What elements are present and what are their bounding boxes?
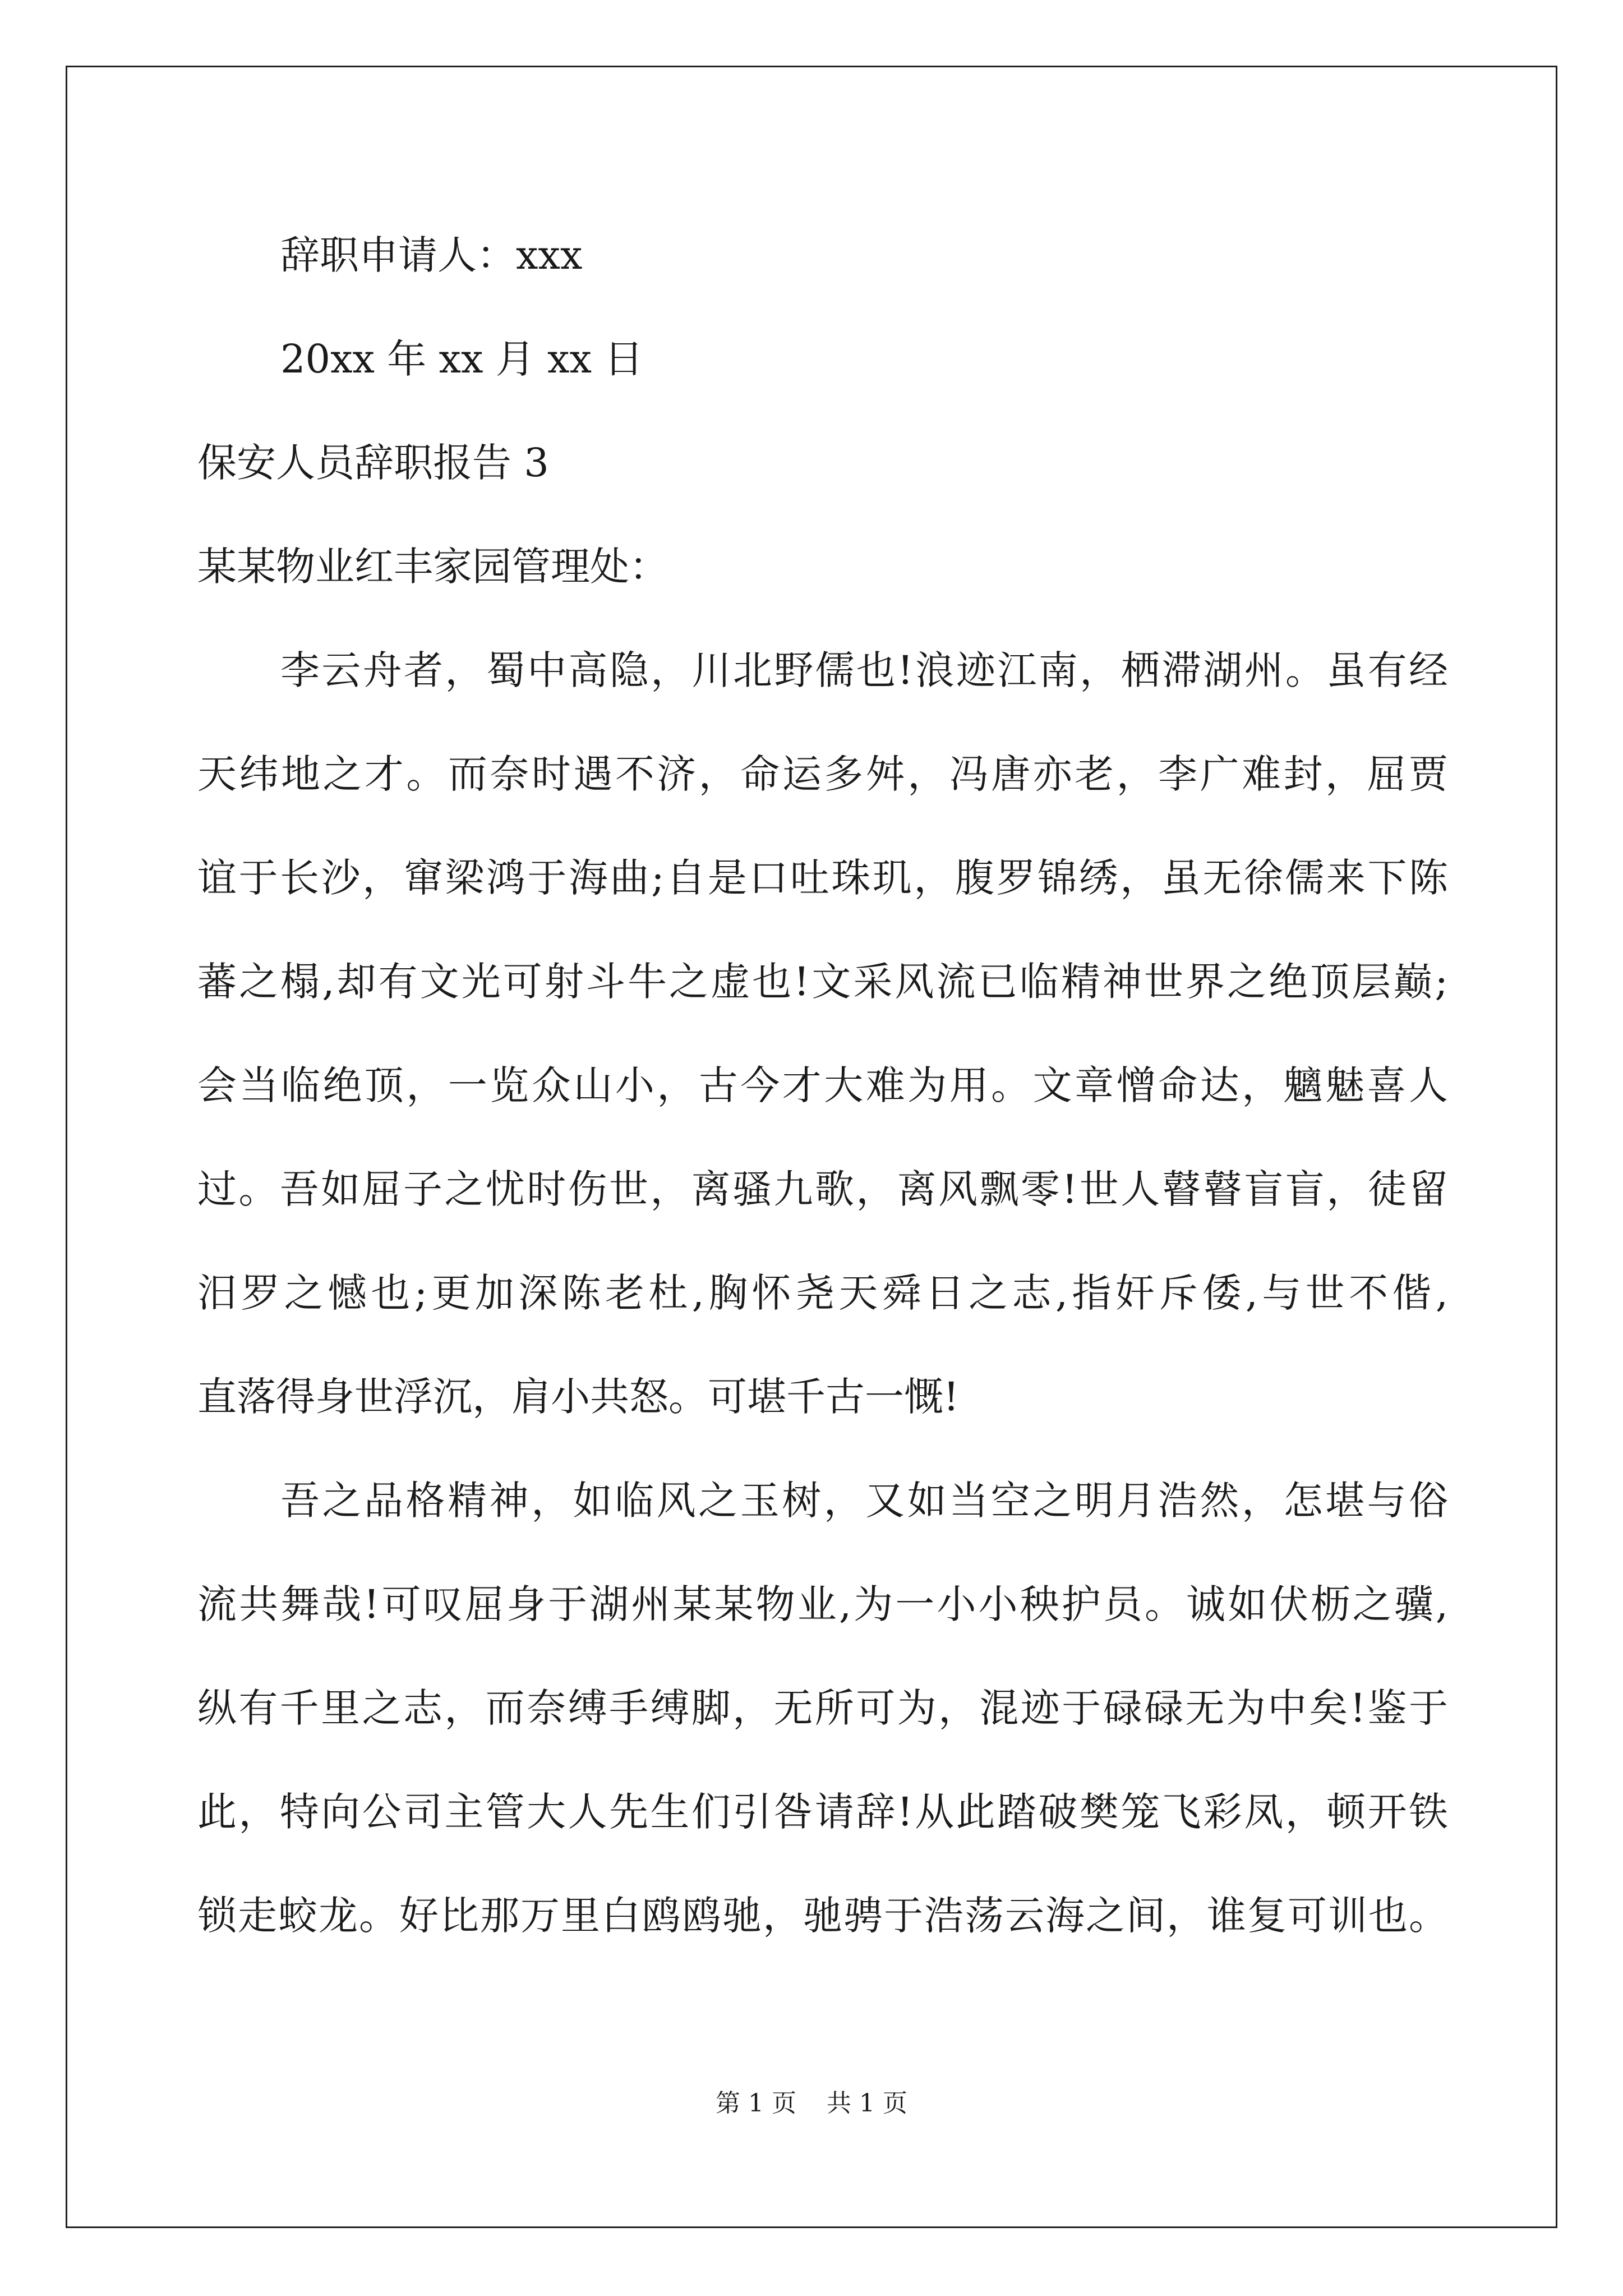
page-number-total: 共 1 页 xyxy=(827,2089,907,2118)
date-line: 20xx 年 xx 月 xx 日 xyxy=(280,336,644,382)
paragraph-1-line: 蕃之榻,却有文光可射斗牛之虚也!文采风流已临精神世界之绝顶层巅; xyxy=(197,959,1448,1005)
paragraph-2-line: 此，特向公司主管大人先生们引咎请辞!从此踏破樊笼飞彩凤，顿开铁 xyxy=(197,1789,1448,1835)
document-title: 保安人员辞职报告 3 xyxy=(197,440,549,486)
paragraph-1-line: 汨罗之憾也;更加深陈老杜,胸怀尧天舜日之志,指奸斥倭,与世不偕, xyxy=(197,1270,1448,1316)
paragraph-1-line: 李云舟者，蜀中高隐，川北野儒也!浪迹江南，栖滞湖州。虽有经 xyxy=(280,647,1448,693)
paragraph-1-line: 谊于长沙，窜梁鸿于海曲;自是口吐珠玑，腹罗锦绣，虽无徐儒来下陈 xyxy=(197,855,1448,901)
paragraph-2-line: 流共舞哉!可叹屈身于湖州某某物业,为一小小秧护员。诚如伏枥之骥, xyxy=(197,1581,1448,1627)
page-number-current: 第 1 页 xyxy=(716,2089,796,2118)
paragraph-2-line: 锁走蛟龙。好比那万里白鸥鸥驰，驰骋于浩荡云海之间，谁复可训也。 xyxy=(197,1893,1448,1939)
paragraph-1-line: 直落得身世浮沉，肩小共怒。可堪千古一慨! xyxy=(197,1374,960,1420)
signature-label: 辞职申请人：xxx xyxy=(280,232,583,278)
addressee: 某某物业红丰家园管理处： xyxy=(197,544,668,590)
page-footer xyxy=(0,2088,1623,2119)
paragraph-1-line: 会当临绝顶，一览众山小，古今才大难为用。文章憎命达，魑魅喜人 xyxy=(197,1062,1448,1108)
paragraph-1-line: 天纬地之才。而奈时遇不济，命运多舛，冯唐亦老，李广难封，屈贾 xyxy=(197,751,1448,797)
paragraph-2-line: 吾之品格精神，如临风之玉树，又如当空之明月浩然，怎堪与俗 xyxy=(280,1478,1448,1524)
paragraph-2-line: 纵有千里之志，而奈缚手缚脚，无所可为，混迹于碌碌无为中矣!鉴于 xyxy=(197,1685,1448,1731)
paragraph-1-line: 过。吾如屈子之忧时伤世，离骚九歌，离风飘零!世人瞽瞽盲盲，徒留 xyxy=(197,1166,1448,1212)
